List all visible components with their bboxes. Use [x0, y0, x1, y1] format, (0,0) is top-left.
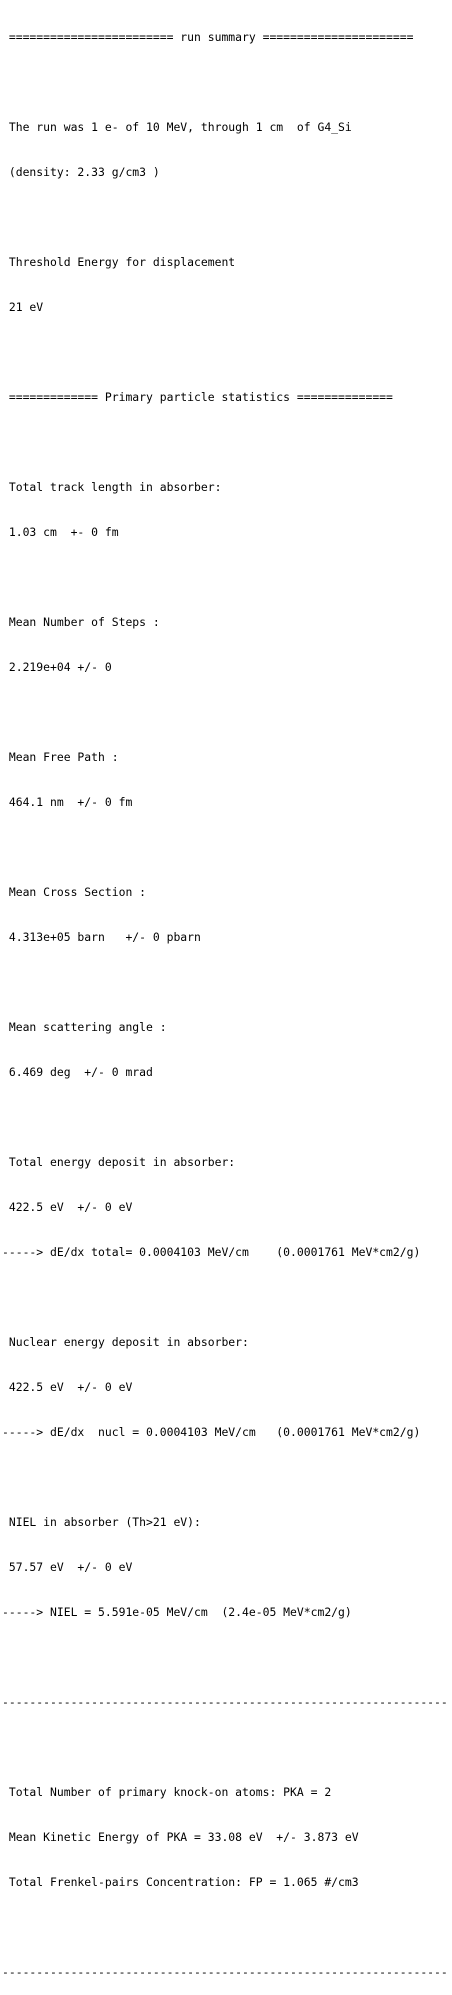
terminal-line — [2, 570, 452, 585]
terminal-line: Mean scattering angle : — [2, 1020, 167, 1034]
terminal-line: Mean Kinetic Energy of PKA = 33.08 eV +/- 3.873 eV — [2, 1830, 359, 1844]
terminal-line: (density: 2.33 g/cm3 ) — [2, 165, 160, 179]
terminal-line — [2, 1920, 452, 1935]
terminal-line: 4.313e+05 barn +/- 0 pbarn — [2, 930, 201, 944]
terminal-line — [2, 1110, 452, 1125]
terminal-line — [2, 345, 452, 360]
terminal-line: NIEL in absorber (Th>21 eV): — [2, 1515, 201, 1529]
terminal-line — [2, 705, 452, 720]
terminal-line: 422.5 eV +/- 0 eV — [2, 1200, 133, 1214]
terminal-line: Mean Free Path : — [2, 750, 119, 764]
terminal-line: -----> dE/dx total= 0.0004103 MeV/cm (0.0001761 MeV*cm2/g) — [2, 1245, 421, 1259]
terminal-line: Total energy deposit in absorber: — [2, 1155, 236, 1169]
terminal-line: Total track length in absorber: — [2, 480, 222, 494]
terminal-line: Mean Number of Steps : — [2, 615, 160, 629]
terminal-line: ============= Primary particle statistics ============== — [2, 390, 393, 404]
terminal-line: -----> dE/dx nucl = 0.0004103 MeV/cm (0.0001761 MeV*cm2/g) — [2, 1425, 421, 1439]
terminal-line: Mean Cross Section : — [2, 885, 147, 899]
terminal-line — [2, 435, 452, 450]
terminal-line: Nuclear energy deposit in absorber: — [2, 1335, 249, 1349]
terminal-line: Threshold Energy for displacement — [2, 255, 236, 269]
terminal-line: ======================== run summary ====================== — [2, 30, 414, 44]
terminal-line: Total Frenkel-pairs Concentration: FP = 1.065 #/cm3 — [2, 1875, 359, 1889]
terminal-line — [2, 1650, 452, 1665]
terminal-line: 1.03 cm +- 0 fm — [2, 525, 119, 539]
terminal-line: -----> NIEL = 5.591e-05 MeV/cm (2.4e-05 MeV*cm2/g) — [2, 1605, 352, 1619]
terminal-line: ----------------------------------------------------------------- — [2, 1695, 448, 1709]
terminal-line: ----------------------------------------------------------------- — [2, 1965, 448, 1979]
terminal-line — [2, 1290, 452, 1305]
terminal-line: 6.469 deg +/- 0 mrad — [2, 1065, 153, 1079]
terminal-line: Total Number of primary knock-on atoms: PKA = 2 — [2, 1785, 332, 1799]
terminal-line — [2, 975, 452, 990]
terminal-line: 464.1 nm +/- 0 fm — [2, 795, 133, 809]
terminal-line: 2.219e+04 +/- 0 — [2, 660, 112, 674]
terminal-line: The run was 1 e- of 10 MeV, through 1 cm of G4_Si — [2, 120, 352, 134]
terminal-line — [2, 210, 452, 225]
terminal-line: 422.5 eV +/- 0 eV — [2, 1380, 133, 1394]
terminal-line — [2, 1740, 452, 1755]
terminal-line: 21 eV — [2, 300, 44, 314]
terminal-line — [2, 840, 452, 855]
terminal-line: 57.57 eV +/- 0 eV — [2, 1560, 133, 1574]
terminal-line — [2, 1470, 452, 1485]
terminal-line — [2, 75, 452, 90]
